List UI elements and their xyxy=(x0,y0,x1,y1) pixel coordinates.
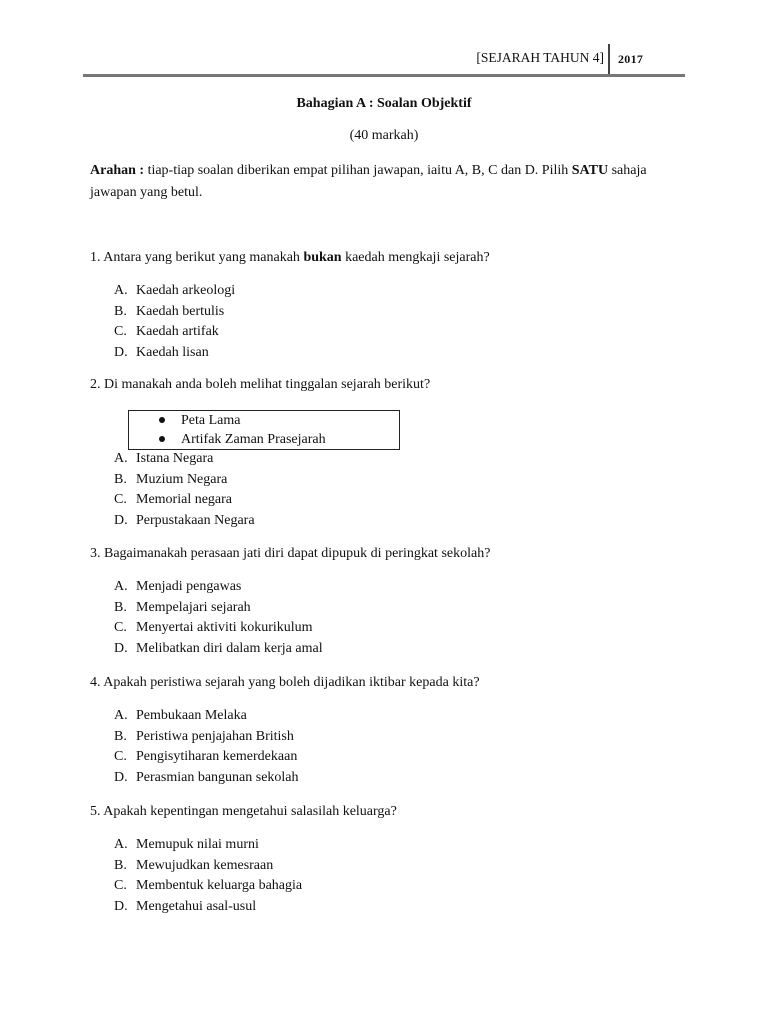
option-c[interactable] xyxy=(114,322,235,343)
option-a[interactable] xyxy=(114,577,323,598)
header-year: 2017 xyxy=(618,52,644,66)
option-letter: A. xyxy=(114,579,128,594)
instructions-label: Arahan : xyxy=(90,163,145,178)
section-title: Bahagian A : Soalan Objektif xyxy=(296,96,472,111)
section-marks: (40 markah) xyxy=(349,128,419,143)
instructions-text-before: tiap-tiap soalan diberikan empat pilihan jawapan, iaitu A, B, C dan D. Pilih xyxy=(144,163,572,178)
option-d[interactable] xyxy=(114,511,255,532)
instructions-text-after: sahaja jawapan yang betul. xyxy=(90,163,647,200)
option-letter: D. xyxy=(114,898,128,914)
option-letter: C. xyxy=(114,492,127,508)
option-d[interactable] xyxy=(114,768,299,789)
option-text: Muzium Negara xyxy=(136,471,228,487)
header-rule xyxy=(83,74,685,77)
option-letter: B. xyxy=(114,471,127,487)
option-letter: B. xyxy=(114,599,127,615)
instructions-emphasis: SATU xyxy=(571,163,609,178)
option-letter: A. xyxy=(114,451,128,466)
option-text: Perpustakaan Negara xyxy=(136,512,255,528)
option-text: Pengisytiharan kemerdekaan xyxy=(136,749,298,765)
option-c[interactable] xyxy=(114,876,302,897)
option-text: Perasmian bangunan sekolah xyxy=(136,769,299,785)
box-item-text: Artifak Zaman Prasejarah xyxy=(181,432,326,447)
option-text: Memupuk nilai murni xyxy=(136,837,259,852)
option-letter: A. xyxy=(114,837,128,852)
option-text: Memorial negara xyxy=(136,492,233,508)
option-text: Mewujudkan kemesraan xyxy=(136,857,274,873)
box-item-text: Peta Lama xyxy=(181,413,241,428)
option-b[interactable] xyxy=(114,598,323,619)
option-text: Membentuk keluarga bahagia xyxy=(136,878,303,894)
option-letter: B. xyxy=(114,857,127,873)
question-text: Apakah kepentingan mengetahui salasilah keluarga? xyxy=(100,804,397,819)
option-a[interactable] xyxy=(114,281,235,302)
option-text: Peristiwa penjajahan British xyxy=(136,728,294,744)
option-d[interactable] xyxy=(114,343,235,364)
option-text: Mempelajari sejarah xyxy=(136,599,251,615)
option-text: Kaedah arkeologi xyxy=(136,283,236,298)
question-text: Bagaimanakah perasaan jati diri dapat dipupuk di peringkat sekolah? xyxy=(100,546,491,561)
option-a[interactable] xyxy=(114,706,299,727)
option-letter: D. xyxy=(114,640,128,656)
option-b[interactable] xyxy=(114,856,302,877)
question-1-options xyxy=(114,281,235,363)
option-letter: A. xyxy=(114,708,128,723)
question-2-text xyxy=(90,377,430,393)
box-list-item xyxy=(129,411,399,430)
option-letter: B. xyxy=(114,728,127,744)
question-text-after: kaedah mengkaji sejarah? xyxy=(341,250,490,265)
page-header xyxy=(0,44,768,78)
box-list-item xyxy=(129,430,399,449)
option-text: Kaedah artifak xyxy=(136,324,219,340)
option-letter: B. xyxy=(114,303,127,319)
option-d[interactable] xyxy=(114,639,323,660)
option-c[interactable] xyxy=(114,618,323,639)
question-3-options xyxy=(114,577,323,659)
option-b[interactable] xyxy=(114,470,255,491)
option-b[interactable] xyxy=(114,302,235,323)
option-a[interactable] xyxy=(114,835,302,856)
question-2-options xyxy=(114,449,255,531)
option-letter: C. xyxy=(114,324,127,340)
question-number: 5. xyxy=(90,804,101,819)
option-text: Mengetahui asal-usul xyxy=(136,898,257,914)
question-text-before: Antara yang berikut yang manakah xyxy=(100,250,304,265)
option-letter: D. xyxy=(114,512,128,528)
question-4-options xyxy=(114,706,299,788)
option-letter: C. xyxy=(114,620,127,636)
question-3-text xyxy=(90,546,490,562)
option-c[interactable] xyxy=(114,490,255,511)
header-separator xyxy=(608,44,610,76)
option-text: Pembukaan Melaka xyxy=(136,708,247,723)
option-letter: D. xyxy=(114,344,128,360)
option-b[interactable] xyxy=(114,727,299,748)
question-1-text xyxy=(90,250,490,266)
option-letter: C. xyxy=(114,878,127,894)
question-2-box xyxy=(128,410,400,450)
question-5-text xyxy=(90,804,397,820)
question-number: 4. xyxy=(90,675,101,690)
option-text: Istana Negara xyxy=(136,451,214,466)
option-text: Kaedah lisan xyxy=(136,344,209,360)
option-text: Menyertai aktiviti kokurikulum xyxy=(136,620,313,636)
question-4-text xyxy=(90,675,480,691)
option-d[interactable] xyxy=(114,897,302,918)
question-text: Di manakah anda boleh melihat tinggalan sejarah berikut? xyxy=(100,377,431,392)
option-text: Kaedah bertulis xyxy=(136,303,225,319)
option-text: Melibatkan diri dalam kerja amal xyxy=(136,640,323,656)
question-number: 1. xyxy=(90,250,101,265)
option-letter: C. xyxy=(114,749,127,765)
question-number: 2. xyxy=(90,377,101,392)
option-text: Menjadi pengawas xyxy=(136,579,242,594)
bullet-icon xyxy=(159,417,165,423)
option-a[interactable] xyxy=(114,449,255,470)
option-c[interactable] xyxy=(114,747,299,768)
question-text: Apakah peristiwa sejarah yang boleh dijadikan iktibar kepada kita? xyxy=(100,675,480,690)
question-5-options xyxy=(114,835,302,917)
option-letter: D. xyxy=(114,769,128,785)
header-title: [SEJARAH TAHUN 4] xyxy=(476,50,604,65)
instructions xyxy=(90,160,680,204)
question-number: 3. xyxy=(90,546,101,561)
question-emphasis: bukan xyxy=(303,250,342,265)
bullet-icon xyxy=(159,436,165,442)
option-letter: A. xyxy=(114,283,128,298)
